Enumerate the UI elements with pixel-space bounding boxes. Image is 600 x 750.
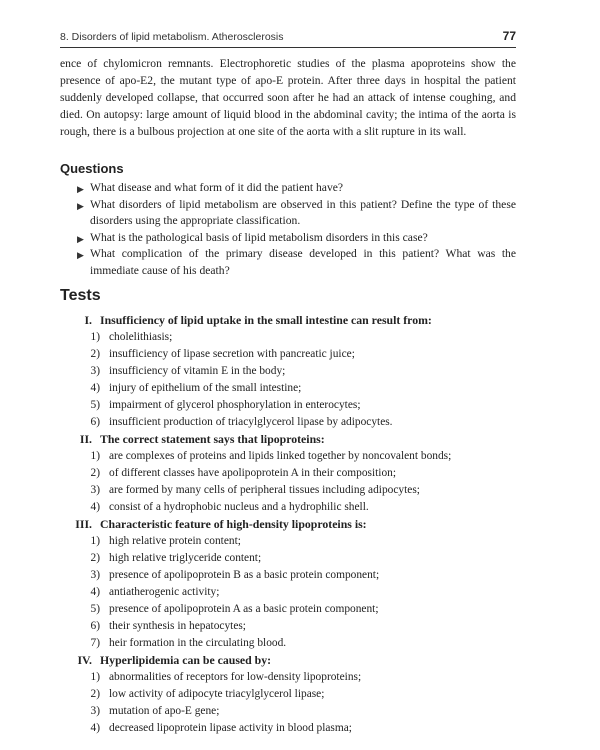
test-option <box>60 584 520 601</box>
option-number: 2) <box>90 467 100 479</box>
test-question-text: Insufficiency of lipid uptake in the small intestine can result from: <box>100 313 432 327</box>
option-text: cholelithiasis; <box>109 331 173 343</box>
option-number: 5) <box>90 603 100 615</box>
option-number: 3) <box>90 705 100 717</box>
question-text: What is the pathological basis of lipid metabolism disorders in this case? <box>90 230 428 244</box>
option-number: 1) <box>90 331 100 343</box>
option-number: 7) <box>90 637 100 649</box>
test-question-text: Characteristic feature of high-density lipoproteins is: <box>100 517 367 531</box>
option-text: low activity of adipocyte triacylglycerol lipase; <box>109 688 325 700</box>
option-number: 1) <box>90 671 100 683</box>
running-header <box>60 29 516 48</box>
test-option <box>60 448 520 465</box>
question-text: What disorders of lipid metabolism are observed in this patient? Define the type of these disorders using the appropriate classification. <box>90 197 516 227</box>
option-text: heir formation in the circulating blood. <box>109 637 287 649</box>
test-number: II. <box>79 432 92 446</box>
triangle-bullet-icon: ▶ <box>77 233 84 244</box>
test-option <box>60 346 520 363</box>
test-question-text: Hyperlipidemia can be caused by: <box>100 653 272 667</box>
test-option <box>60 499 520 516</box>
option-number: 4) <box>90 501 100 513</box>
option-text: of different classes have apolipoprotein A in their composition; <box>109 467 397 479</box>
option-text: abnormalities of receptors for low-density lipoproteins; <box>109 671 362 683</box>
option-text: impairment of glycerol phosphorylation in enterocytes; <box>109 399 361 411</box>
test-number: I. <box>84 313 92 327</box>
option-text: decreased lipoprotein lipase activity in blood plasma; <box>109 722 352 734</box>
option-text: antiatherogenic activity; <box>109 586 220 598</box>
option-number: 1) <box>90 450 100 462</box>
test-question <box>60 312 520 329</box>
option-text: their synthesis in hepatocytes; <box>109 620 246 632</box>
option-text: insufficiency of lipase secretion with pancreatic juice; <box>109 348 355 360</box>
option-number: 5) <box>90 399 100 411</box>
test-question-text: The correct statement says that lipoproteins: <box>100 432 325 446</box>
questions-list <box>60 180 516 279</box>
triangle-bullet-icon: ▶ <box>77 200 84 211</box>
test-option <box>60 720 520 737</box>
option-number: 3) <box>90 484 100 496</box>
option-number: 2) <box>90 348 100 360</box>
option-number: 4) <box>90 722 100 734</box>
test-question <box>60 431 520 448</box>
test-option <box>60 601 520 618</box>
option-text: high relative triglyceride content; <box>109 552 262 564</box>
test-number: IV. <box>77 653 92 667</box>
option-number: 4) <box>90 382 100 394</box>
test-option <box>60 686 520 703</box>
test-number: III. <box>75 517 92 531</box>
option-text: injury of epithelium of the small intestine; <box>109 382 302 394</box>
test-option <box>60 703 520 720</box>
questions-heading: Questions <box>60 161 124 176</box>
test-option <box>60 482 520 499</box>
question-text: What complication of the primary disease developed in this patient? What was the immediate cause of his death? <box>90 247 516 277</box>
test-option <box>60 397 520 414</box>
test-option <box>60 550 520 567</box>
option-text: mutation of apo-E gene; <box>109 705 220 717</box>
triangle-bullet-icon: ▶ <box>77 250 84 260</box>
test-option <box>60 363 520 380</box>
option-text: are formed by many cells of peripheral tissues including adipocytes; <box>109 484 420 496</box>
option-text: high relative protein content; <box>109 535 241 547</box>
option-text: are complexes of proteins and lipids linked together by noncovalent bonds; <box>109 450 452 462</box>
test-option <box>60 414 520 431</box>
chapter-title: 8. Disorders of lipid metabolism. Atherosclerosis <box>60 31 284 43</box>
option-number: 3) <box>90 365 100 377</box>
test-option <box>60 669 520 686</box>
test-option <box>60 329 520 346</box>
test-option <box>60 533 520 550</box>
test-question <box>60 516 520 533</box>
tests-list <box>60 312 520 737</box>
question-item <box>60 197 516 230</box>
test-question <box>60 652 520 669</box>
option-text: consist of a hydrophobic nucleus and a hydrophilic shell. <box>109 501 369 513</box>
option-text: presence of apolipoprotein A as a basic protein component; <box>109 603 379 615</box>
option-number: 1) <box>90 535 100 547</box>
option-text: presence of apolipoprotein B as a basic protein component; <box>109 569 380 581</box>
test-option <box>60 380 520 397</box>
option-number: 4) <box>90 586 100 598</box>
question-item <box>60 230 516 247</box>
case-description: ence of chylomicron remnants. Electrophoretic studies of the plasma apoproteins show the presence of apo-E2, the mutant type of apo-E protein. After three days in hospital the patient suddenly developed collapse, that occurred soon after he had an attack of intense coughing, and died. On autopsy: large amount of liquid blood in the abdominal cavity; the intima of the aorta is rough, there is a bulbous projection at one site of the aorta with a slit rupture in its wall. <box>60 57 516 138</box>
option-number: 6) <box>90 620 100 632</box>
question-text: What disease and what form of it did the patient have? <box>90 181 344 194</box>
option-text: insufficient production of triacylglycerol lipase by adipocytes. <box>109 416 393 428</box>
tests-heading: Tests <box>60 287 101 304</box>
option-number: 2) <box>90 552 100 564</box>
question-item <box>60 246 516 279</box>
test-option <box>60 465 520 482</box>
option-number: 3) <box>90 569 100 581</box>
page-number: 77 <box>502 29 516 43</box>
question-item <box>60 180 516 197</box>
option-number: 2) <box>90 688 100 700</box>
option-text: insufficiency of vitamin E in the body; <box>109 365 286 377</box>
test-option <box>60 618 520 635</box>
triangle-bullet-icon: ▶ <box>77 184 84 194</box>
option-number: 6) <box>90 416 100 428</box>
test-option <box>60 567 520 584</box>
test-option <box>60 635 520 652</box>
